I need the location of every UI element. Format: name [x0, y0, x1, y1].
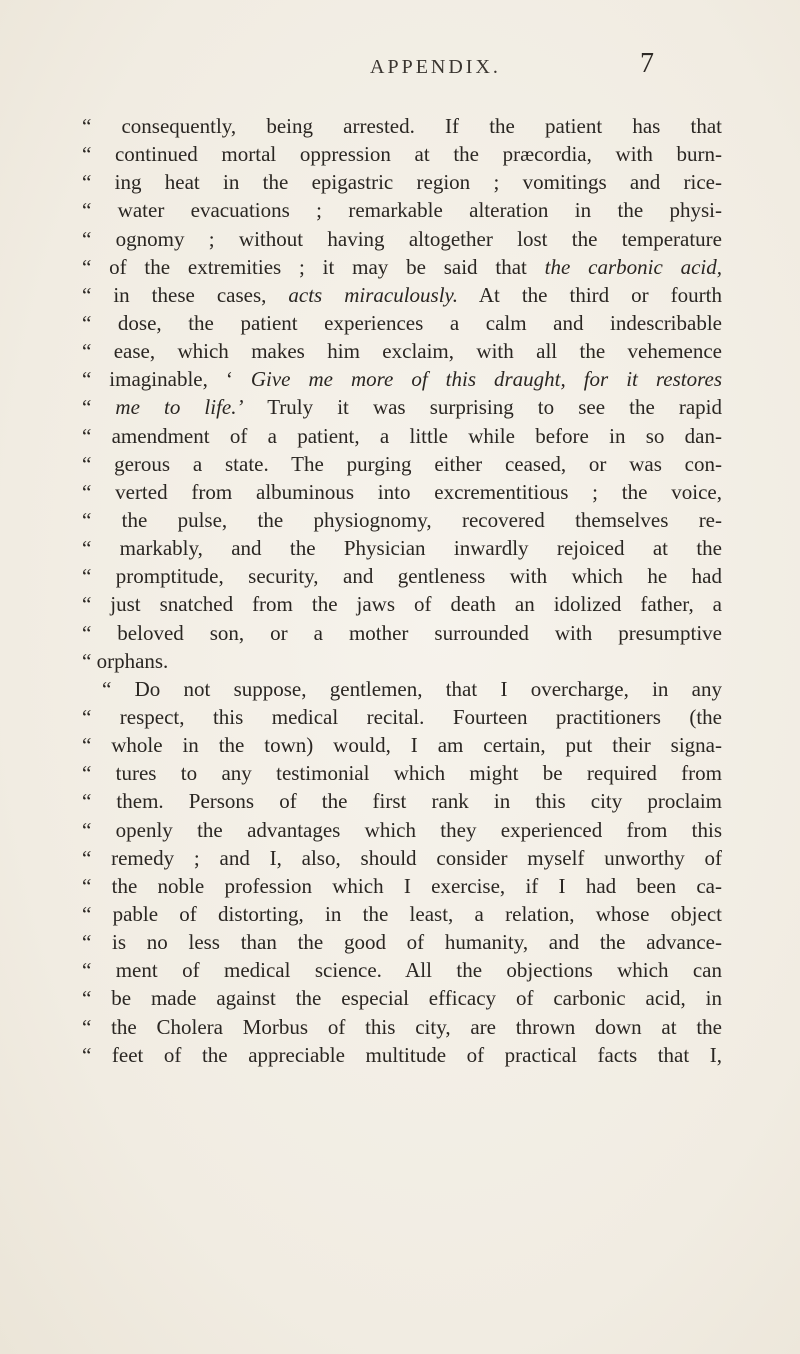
text-segment: “ gerous a state. The purging either ceased, or was con- [82, 451, 722, 476]
text-line [82, 140, 722, 168]
text-line [82, 337, 722, 365]
text-segment: “ be made against the especial efficacy of carbonic acid, in [82, 986, 722, 1011]
text-segment: “ ognomy ; without having altogether lost the temperature [82, 226, 722, 251]
text-segment: “ the noble profession which I exercise, if I had been ca- [82, 873, 722, 898]
text-segment: “ respect, this medical recital. Fourteen practitioners (the [82, 704, 722, 729]
page-header [0, 48, 800, 88]
text-segment: “ of the extremities ; it may be said that [82, 254, 545, 279]
text-segment: “ ment of medical science. All the objections which can [82, 958, 722, 983]
text-line [82, 422, 722, 450]
text-line [82, 450, 722, 478]
text-line [82, 787, 722, 815]
text-segment: “ remedy ; and I, also, should consider myself unworthy of [82, 845, 722, 870]
text-line [82, 816, 722, 844]
running-head: APPENDIX. [370, 56, 501, 78]
text-line [82, 872, 722, 900]
text-line [82, 112, 722, 140]
text-segment: “ Do not suppose, gentlemen, that I overcharge, in any [102, 676, 722, 701]
text-segment: “ orphans. [82, 648, 169, 673]
text-line [82, 647, 722, 675]
text-segment: “ feet of the appreciable multitude of practical facts that I, [82, 1042, 722, 1067]
text-line [82, 168, 722, 196]
body-text [82, 112, 722, 1069]
text-segment: “ dose, the patient experiences a calm and indescribable [82, 310, 722, 335]
text-segment: “ consequently, being arrested. If the patient has that [82, 114, 722, 138]
text-segment: “ imaginable, ‘ [82, 367, 251, 392]
text-segment: “ tures to any testimonial which might be required from [82, 761, 722, 786]
text-segment: “ continued mortal oppression at the præcordia, with burn- [82, 142, 722, 167]
text-segment: “ openly the advantages which they experienced from this [82, 817, 722, 842]
text-line [82, 309, 722, 337]
text-segment: “ just snatched from the jaws of death an idolized father, a [82, 592, 722, 617]
text-line [82, 365, 722, 393]
text-line [82, 844, 722, 872]
text-line [82, 928, 722, 956]
text-segment: “ markably, and the Physician inwardly rejoiced at the [82, 536, 722, 561]
text-line [82, 619, 722, 647]
text-line [82, 1013, 722, 1041]
text-line [82, 703, 722, 731]
text-line [82, 281, 722, 309]
text-line [82, 759, 722, 787]
text-line [82, 900, 722, 928]
italic-segment: acts miraculously. [288, 282, 458, 307]
text-segment: At the third or fourth [457, 282, 722, 307]
text-segment: “ ing heat in the epigastric region ; vomitings and rice- [82, 170, 722, 195]
text-line [82, 253, 722, 281]
text-line [82, 731, 722, 759]
text-segment: “ water evacuations ; remarkable alteration in the physi- [82, 198, 722, 223]
italic-segment: me to life.’ [115, 395, 244, 420]
italic-segment: the carbonic acid, [544, 254, 722, 279]
text-segment: “ promptitude, security, and gentleness with which he had [82, 564, 722, 589]
text-line [82, 675, 722, 703]
text-segment: “ verted from albuminous into excrementitious ; the voice, [82, 479, 722, 504]
text-line [82, 478, 722, 506]
text-line [82, 590, 722, 618]
text-segment: “ whole in the town) would, I am certain, put their signa- [82, 733, 722, 758]
text-line [82, 562, 722, 590]
page-number: 7 [640, 48, 654, 79]
text-line [82, 1041, 722, 1069]
text-segment: “ beloved son, or a mother surrounded with presumptive [82, 620, 722, 645]
text-line [82, 393, 722, 421]
text-line [82, 534, 722, 562]
text-segment: “ [82, 395, 116, 420]
text-segment: “ the pulse, the physiognomy, recovered themselves re- [82, 507, 722, 532]
text-segment: “ the Cholera Morbus of this city, are thrown down at the [82, 1014, 722, 1039]
text-segment: “ pable of distorting, in the least, a relation, whose object [82, 901, 722, 926]
text-segment: “ in these cases, [82, 282, 289, 307]
text-segment: Truly it was surprising to see the rapid [243, 395, 722, 420]
text-line [82, 225, 722, 253]
text-segment: “ is no less than the good of humanity, and the advance- [82, 930, 722, 955]
italic-segment: Give me more of this draught, for it restores [250, 367, 722, 392]
text-segment: “ ease, which makes him exclaim, with all the vehemence [82, 339, 722, 364]
text-line [82, 984, 722, 1012]
text-line [82, 196, 722, 224]
text-line [82, 956, 722, 984]
text-segment: “ amendment of a patient, a little while before in so dan- [82, 423, 722, 448]
text-segment: “ them. Persons of the first rank in this city proclaim [82, 789, 722, 814]
text-line [82, 506, 722, 534]
